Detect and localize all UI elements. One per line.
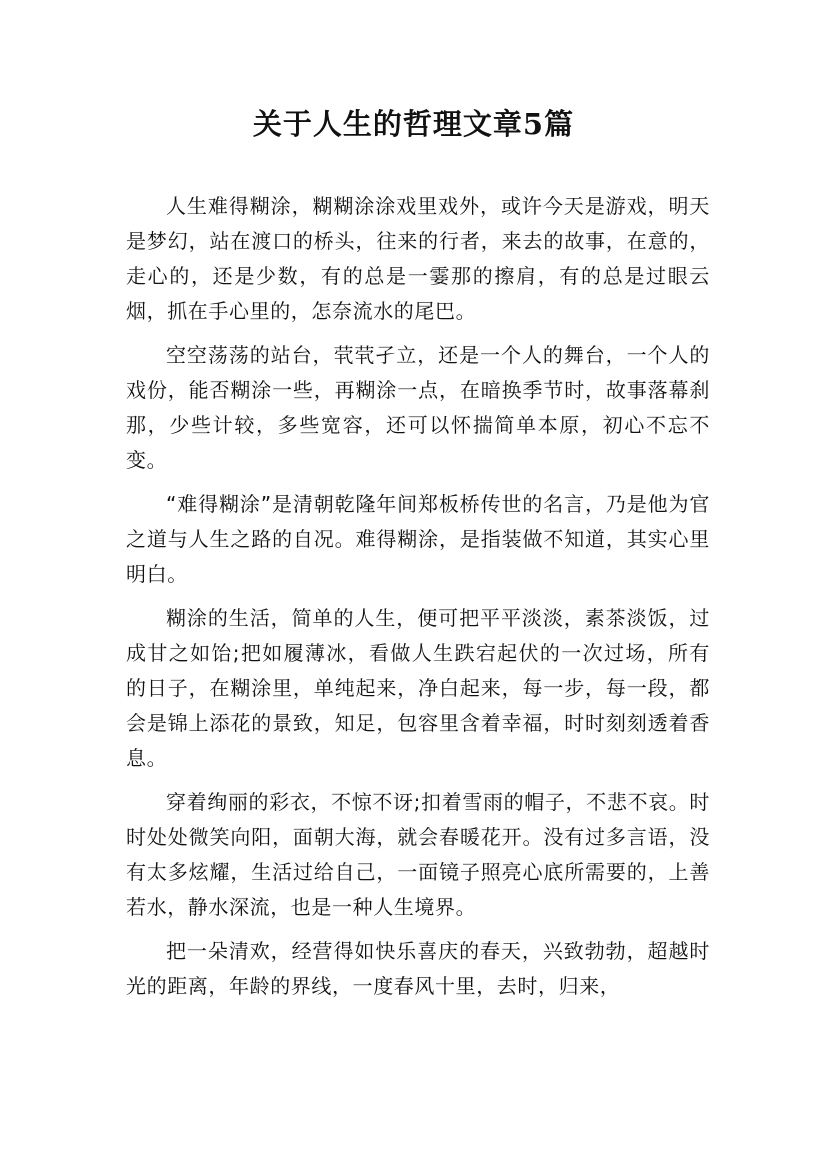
paragraph: 把一朵清欢，经营得如快乐喜庆的春天，兴致勃勃，超越时光的距离，年龄的界线，一度春风十里，去时，归来，	[126, 939, 710, 998]
document-body	[126, 189, 710, 1013]
document-title: 关于人生的哲理文章5篇	[252, 107, 575, 141]
paragraph: 糊涂的生活，简单的人生，便可把平平淡淡，素茶淡饭，过成甘之如饴;把如履薄冰，看做人生跌宕起伏的一次过场，所有的日子，在糊涂里，单纯起来，净白起来，每一步，每一段，都会是锦上添花的景致，知足，包容里含着幸福，时时刻刻透着香息。	[126, 606, 710, 770]
paragraph: 穿着绚丽的彩衣，不惊不讶;扣着雪雨的帽子，不悲不哀。时时处处微笑向阳，面朝大海，就会春暖花开。没有过多言语，没有太多炫耀，生活过给自己，一面镜子照亮心底所需要的，上善若水，静水深流，也是一种人生境界。	[126, 790, 710, 919]
paragraph: “难得糊涂”是清朝乾隆年间郑板桥传世的名言，乃是他为官之道与人生之路的自况。难得糊涂，是指装做不知道，其实心里明白。	[126, 492, 710, 586]
paragraph: 人生难得糊涂，糊糊涂涂戏里戏外，或许今天是游戏，明天是梦幻，站在渡口的桥头，往来的行者，来去的故事，在意的，走心的，还是少数，有的总是一霎那的擦肩，有的总是过眼云烟，抓在手心里的，怎奈流水的尾巴。	[126, 194, 710, 323]
paragraph: 空空荡荡的站台，茕茕孑立，还是一个人的舞台，一个人的戏份，能否糊涂一些，再糊涂一点，在暗换季节时，故事落幕刹那，少些计较，多些宽容，还可以怀揣简单本原，初心不忘不变。	[126, 343, 710, 472]
